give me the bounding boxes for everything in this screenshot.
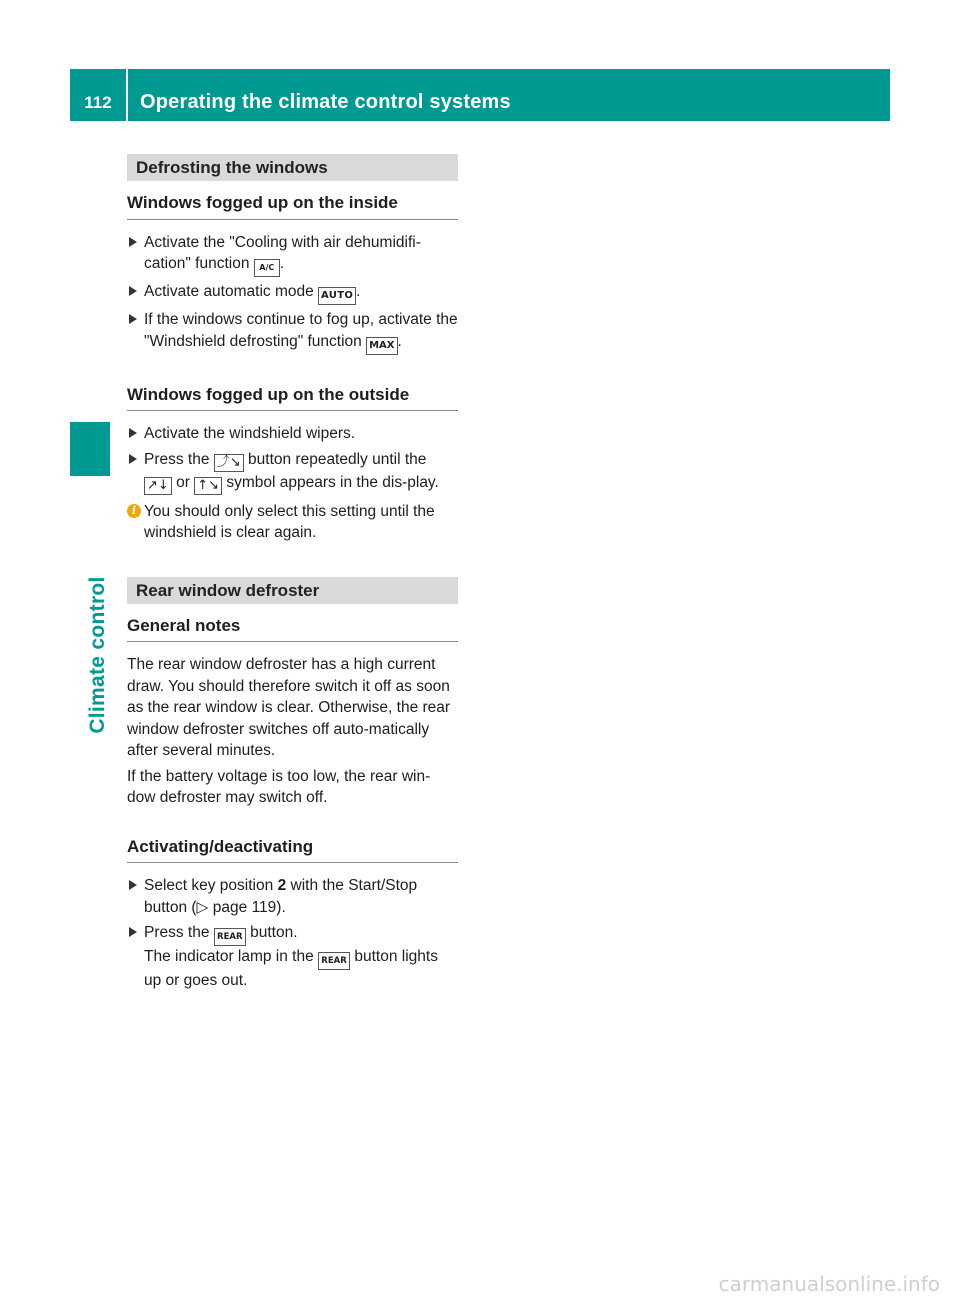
header-divider (126, 69, 128, 121)
rear-defroster-icon: REAR (214, 928, 246, 946)
subheading-general-notes: General notes (127, 615, 458, 643)
paragraph-high-current: The rear window defroster has a high current draw. You should therefore switch it off as soon as the rear window is clear. Otherwise, the rear window defroster switches off auto-matically after several minutes. (127, 656, 451, 759)
step-arrow-icon (129, 428, 137, 438)
windshield-defrost-max-icon: MAX (366, 337, 397, 355)
step-press-rear-defroster: Press the REAR button. The indicator lamp in the REAR button lights up or goes out. (127, 922, 458, 992)
section-heading-rear-defroster: Rear window defroster (127, 577, 458, 604)
step-arrow-icon (129, 286, 137, 296)
subheading-activating: Activating/deactivating (127, 836, 458, 864)
paragraph-battery-voltage: If the battery voltage is too low, the rear win-dow defroster may switch off. (127, 767, 431, 806)
chapter-tab (70, 422, 110, 476)
auto-icon: AUTO (318, 287, 356, 305)
air-windshield-footwell-icon: ↗↓ (144, 477, 172, 495)
info-note: i You should only select this setting until the windshield is clear again. (127, 501, 458, 544)
content-column (127, 154, 458, 996)
air-distribution-icon: ⤴↘ (214, 454, 244, 472)
step-arrow-icon (129, 237, 137, 247)
section-heading-defrosting: Defrosting the windows (127, 154, 458, 181)
watermark: carmanualsonline.info (718, 1272, 940, 1296)
step-windshield-defrost: If the windows continue to fog up, activate the "Windshield defrosting" function MAX . (127, 309, 458, 355)
ac-icon: A/C (254, 259, 280, 277)
step-activate-auto: Activate automatic mode AUTO . (127, 281, 458, 305)
step-arrow-icon (129, 454, 137, 464)
subheading-fogged-outside: Windows fogged up on the outside (127, 384, 458, 412)
step-arrow-icon (129, 314, 137, 324)
step-activate-cooling: Activate the "Cooling with air dehumidifi-cation" function A/C . (127, 232, 458, 278)
page-title: Operating the climate control systems (140, 91, 511, 113)
key-position-value: 2 (277, 877, 287, 894)
page-number: 112 (84, 93, 112, 112)
step-activate-wipers: Activate the windshield wipers. (127, 423, 458, 445)
chapter-label: Climate control (86, 576, 109, 734)
step-arrow-icon (129, 927, 137, 937)
rear-defroster-icon: REAR (318, 952, 350, 970)
info-icon: i (127, 504, 141, 518)
step-key-position: Select key position 2 with the Start/Stop button (▷ page 119). (127, 875, 458, 918)
page-header (70, 69, 890, 121)
step-air-distribution: Press the ⤴↘ button repeatedly until the ↗↓ or ↑↘ symbol appears in the dis-play. (127, 449, 458, 495)
step-arrow-icon (129, 880, 137, 890)
air-windshield-icon: ↑↘ (194, 477, 222, 495)
subheading-fogged-inside: Windows fogged up on the inside (127, 192, 458, 220)
